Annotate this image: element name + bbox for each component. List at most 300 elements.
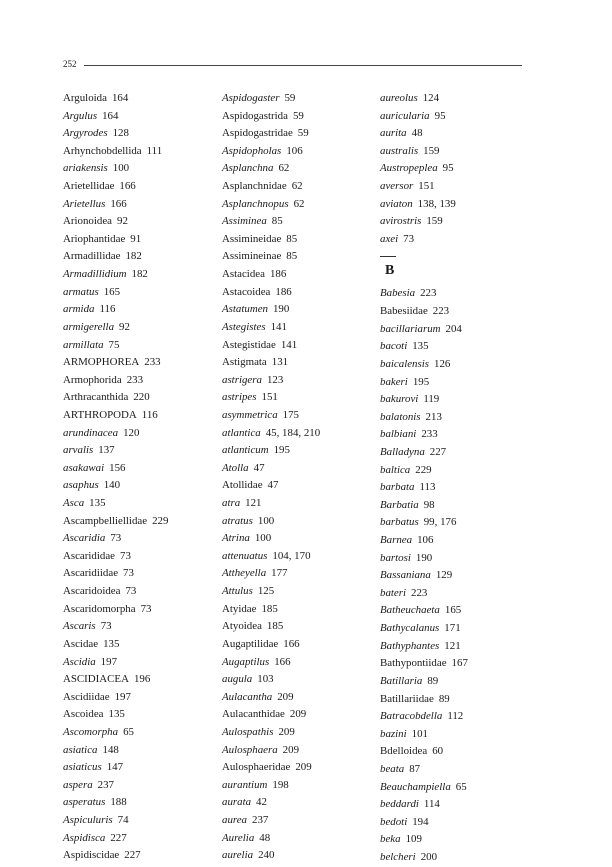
index-page-refs: 73: [120, 549, 131, 562]
index-term: Aspidopholas: [222, 144, 282, 157]
index-entry: [222, 248, 320, 266]
index-term: Argulus: [63, 109, 98, 122]
index-page-refs: 87: [409, 762, 421, 775]
index-page-refs: 227: [110, 831, 127, 844]
index-page-refs: 121: [245, 497, 262, 510]
index-entry: [380, 356, 468, 374]
index-page-refs: 65: [455, 780, 467, 793]
index-term: Beauchampiella: [380, 780, 451, 793]
index-entry: [63, 460, 168, 478]
index-page-refs: 237: [252, 813, 269, 826]
index-term: Atollidae: [222, 479, 263, 492]
index-entry: [222, 724, 320, 742]
index-term: australis: [380, 144, 419, 157]
index-page-refs: 196: [133, 673, 151, 686]
index-page-refs: 129: [435, 569, 453, 582]
index-term: Astacoidea: [222, 285, 271, 298]
index-term: augula: [222, 673, 253, 686]
index-entry: [222, 372, 320, 390]
index-entry: [63, 266, 168, 284]
index-entry: [63, 618, 168, 636]
index-entry: [380, 391, 468, 409]
index-entry: [380, 532, 468, 550]
index-page-refs: 85: [286, 250, 298, 263]
index-page-refs: 99, 176: [423, 516, 457, 529]
index-page-refs: 138, 139: [417, 197, 456, 210]
index-entry: [380, 638, 468, 656]
index-entry: [380, 178, 468, 196]
index-page-refs: 131: [271, 356, 289, 369]
index-term: Atyidae: [222, 602, 257, 615]
index-term: Aspidogaster: [222, 92, 280, 104]
index-term: avirostris: [380, 215, 422, 228]
index-page-refs: 223: [411, 586, 428, 599]
index-entry: [380, 125, 468, 143]
index-page-refs: 135: [89, 497, 106, 510]
index-page-refs: 159: [423, 144, 440, 157]
index-entry: [63, 654, 168, 672]
index-page-refs: 75: [108, 338, 120, 351]
index-page-refs: 73: [100, 620, 112, 633]
index-page-refs: 106: [286, 144, 303, 157]
index-entry: [222, 847, 320, 865]
index-term: Astacidea: [222, 268, 265, 281]
index-entry: [63, 125, 168, 143]
index-term: Batillaria: [380, 674, 423, 687]
index-term: Ascidiidae: [63, 690, 110, 703]
index-entry: [380, 497, 468, 515]
index-term: baltica: [380, 463, 411, 476]
index-entry: [222, 196, 320, 214]
index-entry: [222, 231, 320, 249]
index-entry: [222, 548, 320, 566]
index-page-refs: 164: [102, 109, 119, 122]
index-page-refs: 229: [415, 463, 432, 476]
index-term: Augaptilus: [222, 655, 270, 668]
index-term: Aspidisca: [63, 831, 106, 844]
index-term: Astegistes: [222, 320, 266, 333]
index-entry: [380, 338, 468, 356]
index-page-refs: 125: [257, 585, 275, 598]
index-term: Arguloida: [63, 92, 107, 104]
index-page-refs: 194: [412, 815, 429, 828]
index-entry: [63, 583, 168, 601]
index-page-refs: 98: [423, 498, 435, 511]
index-term: beddardi: [380, 798, 419, 811]
index-term: Ascaridia: [63, 532, 106, 545]
index-term: aurita: [380, 127, 407, 140]
index-term: arvalis: [63, 444, 94, 457]
index-entry: [380, 708, 468, 726]
index-entry: [380, 303, 468, 321]
index-entry: [63, 389, 168, 407]
index-entry: [380, 602, 468, 620]
index-entry: [222, 425, 320, 443]
page-number: 252: [63, 59, 77, 69]
index-page-refs: 59: [297, 127, 309, 140]
index-page-refs: 166: [274, 655, 291, 668]
index-entry: [222, 143, 320, 161]
index-entry: [63, 301, 168, 319]
index-entry: [222, 742, 320, 760]
index-page-refs: 148: [102, 743, 119, 756]
index-entry: [63, 548, 168, 566]
index-page-refs: 73: [110, 532, 122, 545]
index-page-refs: 114: [423, 798, 440, 811]
index-entry: [222, 706, 320, 724]
index-page-refs: 48: [411, 127, 423, 140]
index-page-refs: 128: [112, 127, 129, 140]
index-entry: [222, 654, 320, 672]
index-entry: [380, 691, 468, 709]
index-page-refs: 59: [292, 109, 304, 122]
index-term: Bdelloidea: [380, 745, 428, 758]
index-page-refs: 121: [444, 639, 461, 652]
index-page-refs: 200: [420, 850, 438, 863]
index-term: Ascaridiidae: [63, 567, 119, 580]
index-page-refs: 240: [258, 849, 275, 862]
index-entry: [380, 514, 468, 532]
index-term: bedoti: [380, 815, 408, 828]
index-page-refs: 195: [273, 444, 290, 457]
index-term: Asca: [63, 497, 85, 510]
section-letter: B: [385, 263, 395, 279]
index-page-refs: 209: [289, 708, 307, 721]
index-page-refs: 220: [133, 391, 150, 404]
index-page-refs: 47: [267, 479, 279, 492]
index-term: aversor: [380, 180, 414, 193]
index-page-refs: 233: [144, 356, 161, 369]
index-entry: [63, 601, 168, 619]
index-term: Armophorida: [63, 373, 122, 386]
index-term: Aspidiscidae: [63, 849, 120, 862]
index-term: astrigera: [222, 373, 262, 386]
index-entry: [63, 248, 168, 266]
index-entry: [380, 814, 468, 832]
index-term: Argyrodes: [63, 127, 108, 140]
index-entry: [63, 742, 168, 760]
index-page-refs: 151: [261, 391, 278, 404]
index-entry: [380, 585, 468, 603]
index-page-refs: 85: [286, 232, 298, 245]
index-page-refs: 159: [426, 215, 443, 228]
index-term: ARMOPHOREA: [63, 356, 140, 369]
index-entry: [380, 849, 468, 867]
index-term: Bathypontiidae: [380, 657, 447, 670]
index-term: ASCIDIACEA: [63, 673, 129, 686]
index-page-refs: 165: [444, 604, 462, 617]
index-page-refs: 89: [438, 692, 450, 705]
index-term: barbatus: [380, 516, 419, 529]
index-entry: [63, 565, 168, 583]
index-entry: [63, 213, 168, 231]
index-term: asiatica: [63, 743, 98, 756]
index-page-refs: 164: [111, 92, 129, 104]
index-entry: [63, 407, 168, 425]
index-entry: [380, 160, 468, 178]
index-page-refs: 156: [109, 461, 126, 474]
index-term: Ariophantidae: [63, 232, 126, 245]
index-entry: [380, 567, 468, 585]
index-term: aurantium: [222, 778, 268, 791]
index-entry: [222, 442, 320, 460]
index-page-refs: 209: [282, 743, 300, 756]
index-entry: [222, 689, 320, 707]
index-term: Arthracanthida: [63, 391, 129, 404]
index-page-refs: 135: [412, 340, 429, 353]
index-term: armigerella: [63, 320, 115, 333]
index-entry: [222, 160, 320, 178]
index-column-2: [222, 90, 320, 865]
index-term: barbata: [380, 481, 415, 494]
index-term: Bathycalanus: [380, 622, 440, 635]
index-entry: [222, 337, 320, 355]
index-term: Aspiculuris: [63, 813, 113, 826]
index-page-refs: 100: [254, 532, 272, 545]
index-term: Attulus: [222, 585, 253, 598]
index-entry: [222, 301, 320, 319]
index-page-refs: 73: [125, 585, 137, 598]
index-page-refs: 195: [412, 375, 430, 388]
index-entry: [380, 321, 468, 339]
index-entry: [63, 143, 168, 161]
index-entry: [222, 266, 320, 284]
index-page-refs: 73: [123, 567, 134, 580]
index-term: Barbatia: [380, 498, 419, 511]
index-entry: [63, 196, 168, 214]
index-page-refs: 112: [447, 710, 464, 723]
index-page-refs: 95: [442, 162, 454, 175]
index-page-refs: 73: [140, 602, 152, 615]
index-page-refs: 120: [123, 426, 140, 439]
index-entry: [222, 759, 320, 777]
index-term: attenuatus: [222, 549, 268, 562]
index-page-refs: 141: [270, 320, 287, 333]
index-term: asymmetrica: [222, 408, 278, 421]
index-page-refs: 92: [117, 215, 128, 228]
index-entry: [63, 759, 168, 777]
index-entry: [380, 761, 468, 779]
index-entry: [63, 530, 168, 548]
index-term: Aspidogastrida: [222, 109, 288, 122]
index-page-refs: 47: [253, 461, 265, 474]
index-term: baicalensis: [380, 357, 430, 370]
index-term: belcheri: [380, 850, 416, 863]
index-term: Aulacantha: [222, 690, 273, 703]
index-term: bazini: [380, 727, 407, 740]
index-term: bartosi: [380, 551, 411, 564]
index-entry: [63, 777, 168, 795]
index-term: Ascaris: [63, 620, 96, 633]
index-page-refs: 59: [284, 92, 296, 104]
index-term: Barnea: [380, 534, 413, 547]
index-term: Ascidia: [63, 655, 96, 668]
index-page-refs: 135: [108, 708, 125, 721]
index-entry: [63, 847, 168, 865]
index-term: Arionoidea: [63, 215, 112, 228]
index-term: aspera: [63, 778, 93, 791]
index-entry: [63, 724, 168, 742]
index-entry: [222, 513, 320, 531]
index-page-refs: 48: [259, 831, 271, 844]
index-term: asaphus: [63, 479, 99, 492]
index-entry: [380, 90, 468, 108]
index-term: atratus: [222, 514, 253, 527]
index-term: Babesiidae: [380, 305, 428, 318]
index-entry: [380, 444, 468, 462]
index-term: atra: [222, 497, 241, 510]
index-entry: [63, 706, 168, 724]
index-page-refs: 223: [420, 287, 437, 300]
index-entry: [63, 337, 168, 355]
index-entry: [222, 565, 320, 583]
index-entry: [222, 812, 320, 830]
index-term: armatus: [63, 285, 99, 298]
index-term: Babesia: [380, 287, 416, 300]
index-entry: [63, 108, 168, 126]
index-page-refs: 116: [99, 303, 116, 316]
index-page-refs: 185: [261, 602, 278, 615]
index-page-refs: 175: [282, 408, 299, 421]
index-term: balbiani: [380, 428, 417, 441]
index-entry: [380, 196, 468, 214]
index-page-refs: 166: [283, 637, 300, 650]
index-entry: [380, 620, 468, 638]
index-page-refs: 101: [411, 727, 428, 740]
index-page-refs: 113: [419, 481, 436, 494]
header-rule: [84, 65, 522, 66]
index-page-refs: 190: [272, 303, 290, 316]
index-term: Aspidogastridae: [222, 127, 293, 140]
index-page-refs: 124: [422, 92, 440, 104]
index-entry: [380, 143, 468, 161]
index-term: astripes: [222, 391, 257, 404]
index-term: Balladyna: [380, 445, 425, 458]
index-term: bacoti: [380, 340, 408, 353]
index-entry: [63, 90, 168, 108]
index-page-refs: 233: [421, 428, 438, 441]
index-page-refs: 209: [277, 690, 294, 703]
index-page-refs: 135: [103, 637, 120, 650]
index-page-refs: 151: [418, 180, 435, 193]
index-term: auricularia: [380, 109, 430, 122]
index-term: aurea: [222, 813, 248, 826]
index-page-refs: 166: [119, 180, 136, 193]
index-entry: [380, 285, 468, 303]
index-term: Ascidae: [63, 637, 99, 650]
index-page-refs: 227: [124, 849, 141, 862]
index-entry: [380, 655, 468, 673]
index-term: Asplanchnidae: [222, 180, 287, 193]
index-term: Ascaridoidea: [63, 585, 121, 598]
index-page-refs: 213: [425, 410, 442, 423]
index-entry: [63, 513, 168, 531]
index-page-refs: 229: [152, 514, 169, 527]
index-entry: [63, 794, 168, 812]
index-page-refs: 89: [427, 674, 439, 687]
index-page-refs: 85: [271, 215, 283, 228]
section-rule: [380, 256, 396, 257]
index-term: Ascoidea: [63, 708, 104, 721]
index-entry: [222, 477, 320, 495]
index-page-refs: 185: [266, 620, 284, 633]
index-entry: [63, 477, 168, 495]
index-entry: [222, 178, 320, 196]
index-entry: [222, 389, 320, 407]
index-page-refs: 237: [97, 778, 114, 791]
index-page-refs: 106: [417, 534, 434, 547]
index-entry: [222, 495, 320, 513]
index-term: beka: [380, 833, 401, 846]
index-term: Aulosphaeridae: [222, 761, 291, 774]
index-entry: [222, 794, 320, 812]
index-entry: [63, 830, 168, 848]
index-entry: [63, 671, 168, 689]
index-term: Ascaridomorpha: [63, 602, 136, 615]
index-page-refs: 103: [257, 673, 274, 686]
index-entry: [222, 108, 320, 126]
index-term: Ascarididae: [63, 549, 116, 562]
index-entry: [380, 479, 468, 497]
index-entry: [380, 108, 468, 126]
index-page-refs: 91: [130, 232, 142, 245]
index-term: Atrina: [222, 532, 250, 545]
index-entry: [222, 830, 320, 848]
index-term: atlantica: [222, 426, 261, 439]
index-entry: [63, 231, 168, 249]
index-entry: [63, 319, 168, 337]
index-term: Aulospathis: [222, 725, 274, 738]
index-page-refs: 188: [110, 796, 127, 809]
index-term: asakawai: [63, 461, 105, 474]
index-page-refs: 209: [278, 725, 295, 738]
index-entry: [222, 618, 320, 636]
index-entry: [380, 673, 468, 691]
index-entry: [380, 213, 468, 231]
index-page-refs: 186: [269, 268, 287, 281]
index-term: beata: [380, 762, 405, 775]
index-entry: [63, 636, 168, 654]
index-entry: [222, 407, 320, 425]
index-page-refs: 92: [119, 320, 130, 333]
index-entry: [63, 178, 168, 196]
index-page-refs: 165: [103, 285, 121, 298]
index-page-refs: 45, 184, 210: [265, 426, 321, 439]
index-page-refs: 65: [123, 725, 134, 738]
index-entry: [222, 601, 320, 619]
index-page-refs: 119: [423, 393, 440, 406]
index-entry: [380, 796, 468, 814]
index-entry: [222, 354, 320, 372]
index-page-refs: 227: [429, 445, 447, 458]
index-term: Asplanchnopus: [222, 197, 289, 210]
index-page-refs: 100: [112, 162, 130, 175]
index-entry: [380, 231, 468, 249]
index-term: Attheyella: [222, 567, 267, 580]
index-entry: [380, 550, 468, 568]
index-page-refs: 95: [434, 109, 446, 122]
index-term: bakurovi: [380, 393, 419, 406]
index-page-refs: 42: [256, 796, 267, 809]
index-entry: [222, 777, 320, 795]
index-entry: [63, 160, 168, 178]
index-term: aurata: [222, 796, 252, 809]
index-entry: [222, 319, 320, 337]
index-term: Batracobdella: [380, 710, 443, 723]
index-term: Aulosphaera: [222, 743, 278, 756]
index-entry: [222, 125, 320, 143]
index-term: balatonis: [380, 410, 421, 423]
